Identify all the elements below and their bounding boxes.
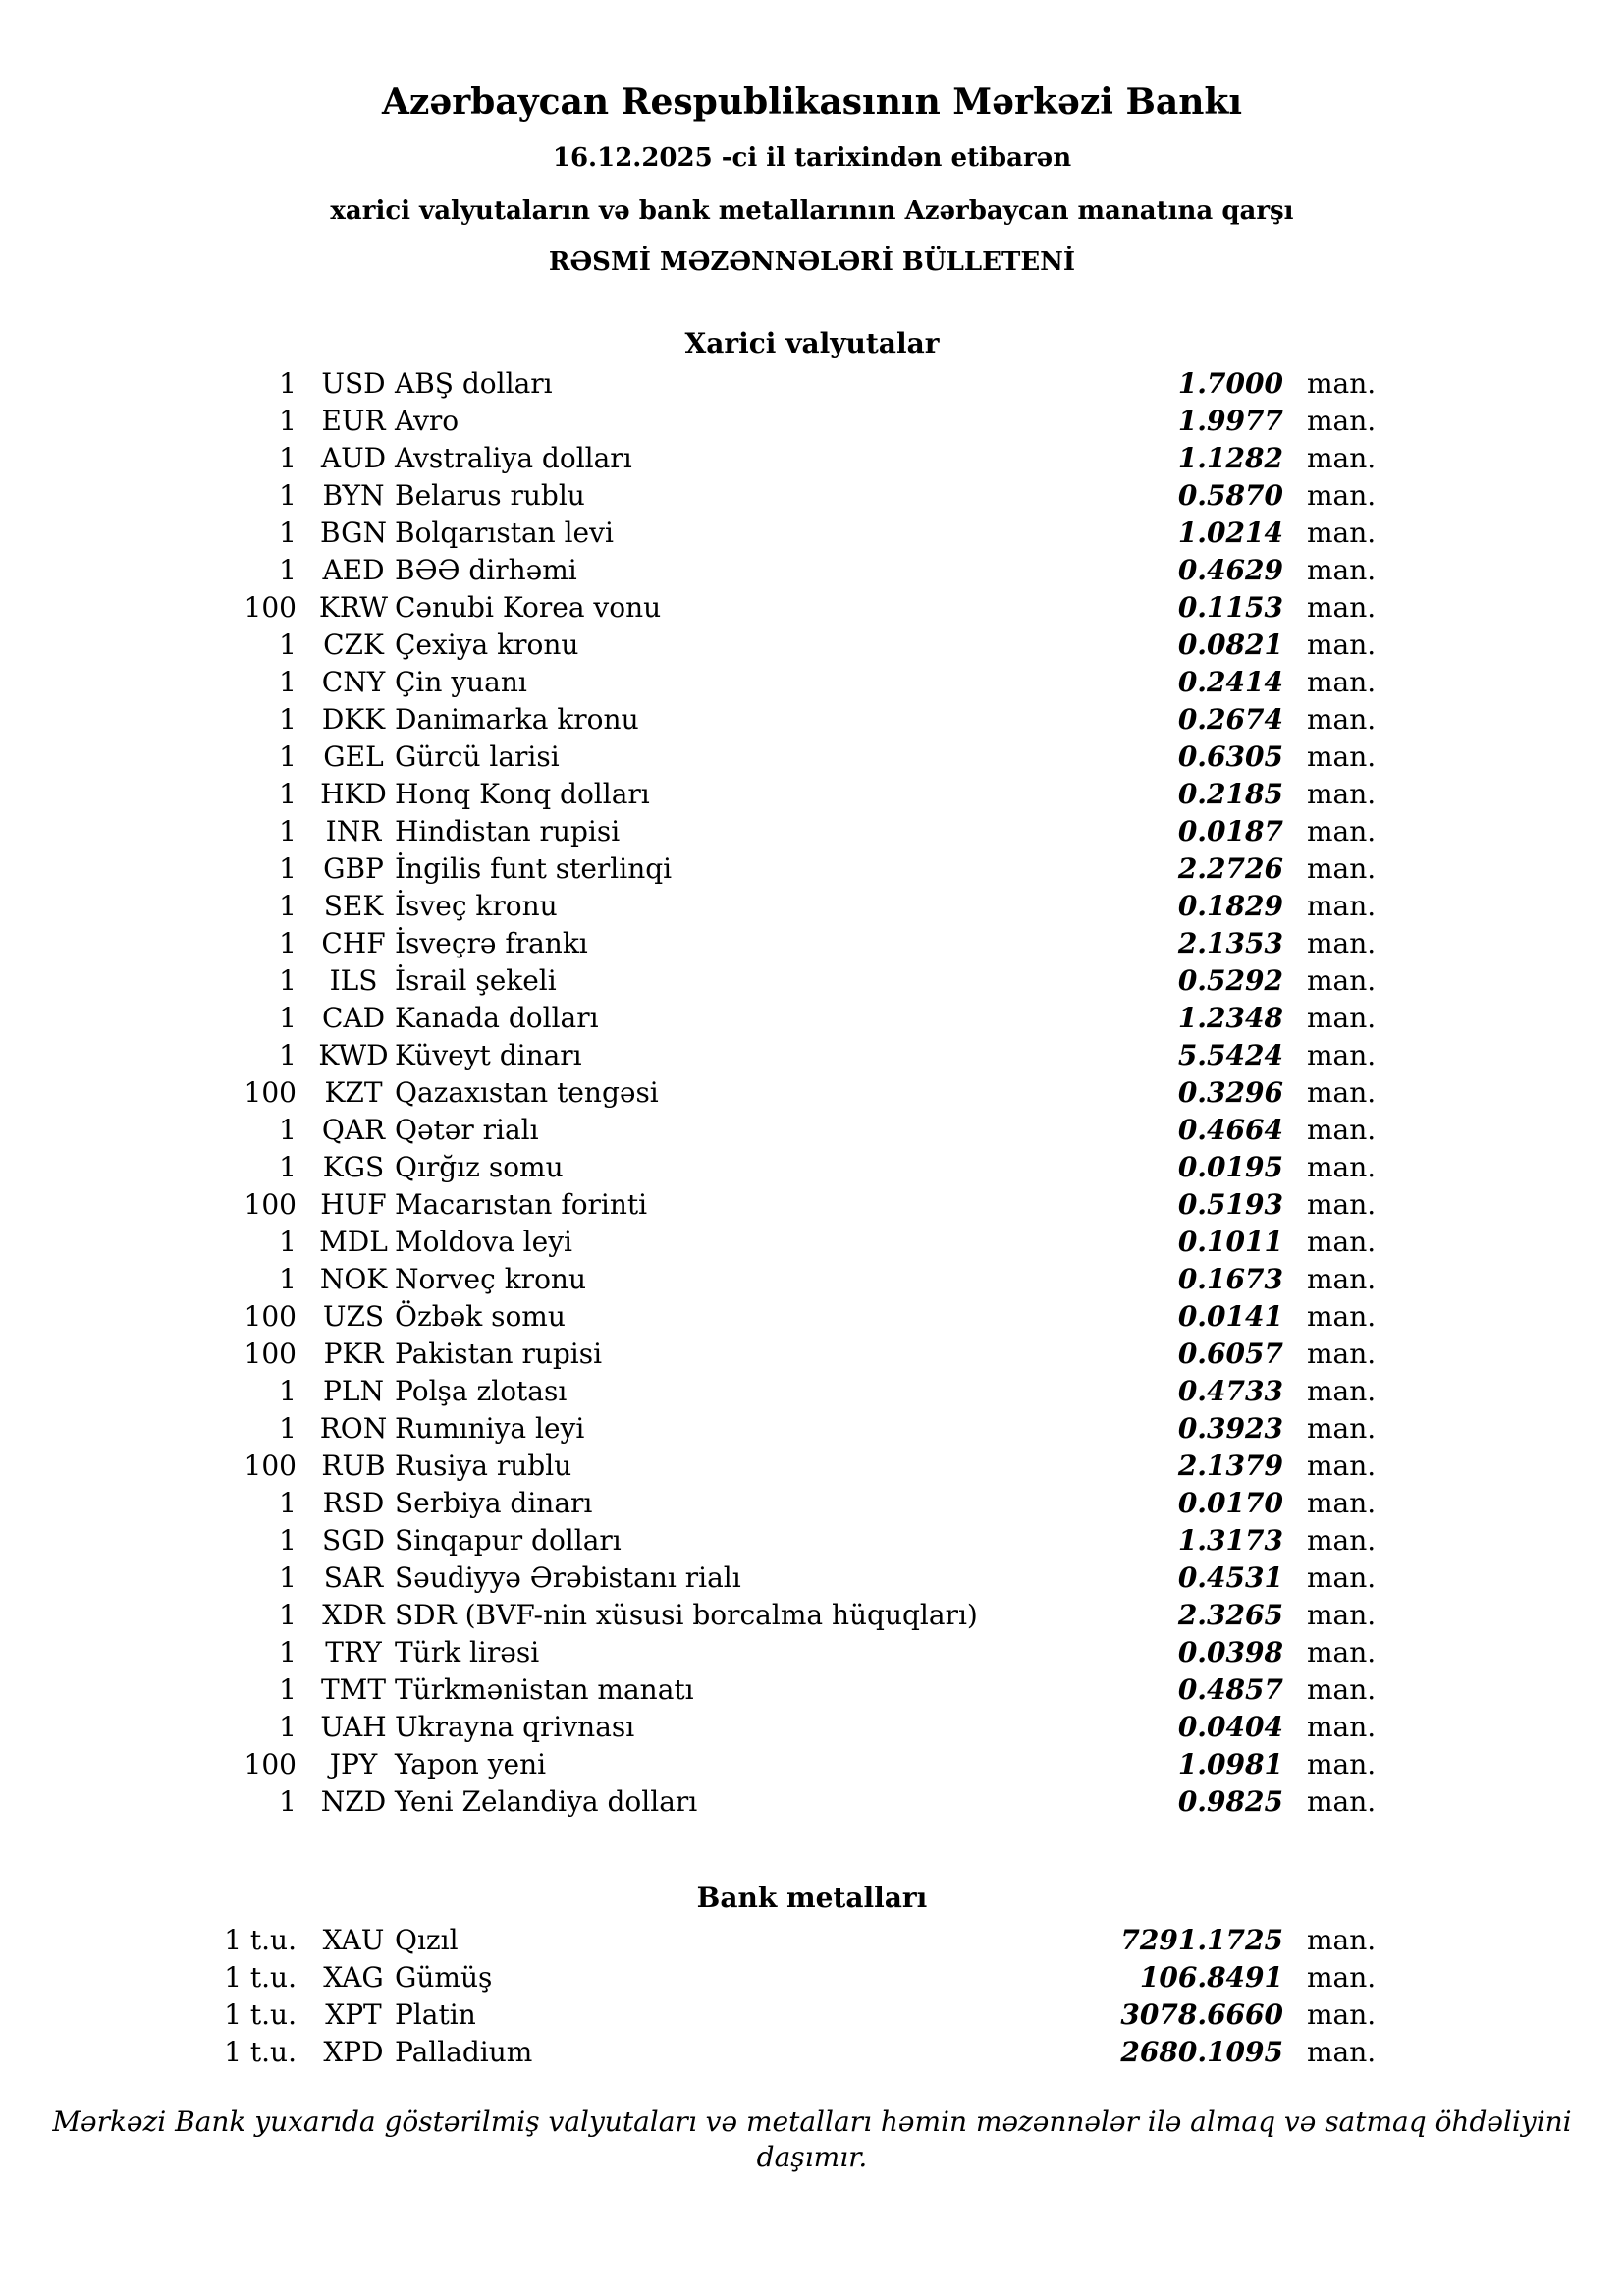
row-quantity: 1 — [279, 666, 297, 698]
row-unit: man. — [1307, 1998, 1377, 2031]
row-quantity: 1 — [279, 367, 297, 400]
row-currency-code: CNY — [321, 666, 386, 698]
row-quantity: 1 — [279, 1487, 297, 1519]
row-rate: 0.4629 — [1177, 554, 1283, 586]
row-currency-code: NOK — [319, 1263, 388, 1295]
row-currency-name: Türk lirəsi — [395, 1636, 540, 1668]
row-quantity: 1 — [279, 1263, 297, 1295]
row-unit: man. — [1307, 1924, 1377, 1956]
row-currency-name: Gürcü larisi — [395, 740, 560, 773]
row-currency-name: Belarus rublu — [395, 479, 585, 512]
row-currency-code: AED — [322, 554, 385, 586]
row-currency-code: CHF — [321, 927, 386, 959]
row-rate: 0.0187 — [1177, 815, 1283, 847]
row-unit: man. — [1307, 778, 1377, 810]
row-unit: man. — [1307, 1711, 1377, 1743]
row-rate: 5.5424 — [1177, 1039, 1283, 1071]
row-currency-code: RON — [319, 1412, 388, 1445]
row-rate: 2.2726 — [1177, 852, 1283, 885]
table-row-XPT — [0, 1996, 1624, 2034]
row-rate: 1.7000 — [1177, 367, 1283, 400]
table-row-XAG — [0, 1959, 1624, 1996]
row-unit: man. — [1307, 442, 1377, 474]
row-rate: 1.9977 — [1177, 405, 1283, 437]
row-quantity: 1 — [279, 927, 297, 959]
row-unit: man. — [1307, 1412, 1377, 1445]
row-currency-code: MDL — [319, 1226, 388, 1258]
row-quantity: 1 — [279, 740, 297, 773]
table-row-QAR — [0, 1112, 1624, 1149]
row-unit: man. — [1307, 815, 1377, 847]
row-currency-code: XAU — [322, 1924, 385, 1956]
row-unit: man. — [1307, 1599, 1377, 1631]
row-currency-name: Avro — [395, 405, 460, 437]
row-currency-name: Çin yuanı — [395, 666, 527, 698]
row-unit: man. — [1307, 405, 1377, 437]
row-rate: 1.0214 — [1177, 517, 1283, 549]
row-rate: 0.1011 — [1177, 1226, 1283, 1258]
row-quantity: 1 — [279, 517, 297, 549]
row-quantity: 100 — [244, 1188, 297, 1221]
table-row-CAD — [0, 1000, 1624, 1037]
row-quantity: 1 — [279, 1039, 297, 1071]
row-currency-name: İsveç kronu — [395, 890, 558, 922]
table-row-NZD — [0, 1783, 1624, 1821]
table-row-UZS — [0, 1298, 1624, 1336]
row-quantity: 1 — [279, 479, 297, 512]
row-quantity: 100 — [244, 591, 297, 624]
row-rate: 0.3296 — [1177, 1076, 1283, 1109]
row-unit: man. — [1307, 1188, 1377, 1221]
row-currency-name: Rusiya rublu — [395, 1449, 572, 1482]
table-row-AUD — [0, 440, 1624, 477]
row-currency-name: Ukrayna qrivnası — [395, 1711, 635, 1743]
row-rate: 106.8491 — [1139, 1961, 1283, 1994]
table-row-INR — [0, 813, 1624, 850]
row-currency-code: RUB — [321, 1449, 386, 1482]
row-currency-name: Danimarka kronu — [395, 703, 639, 736]
row-quantity: 1 — [279, 890, 297, 922]
table-row-XDR — [0, 1597, 1624, 1634]
row-quantity: 1 — [279, 703, 297, 736]
table-row-BGN — [0, 515, 1624, 552]
row-currency-name: Avstraliya dolları — [395, 442, 632, 474]
table-row-PKR — [0, 1336, 1624, 1373]
row-currency-name: Qırğız somu — [395, 1151, 564, 1183]
row-rate: 0.6305 — [1177, 740, 1283, 773]
table-row-GEL — [0, 738, 1624, 776]
row-rate: 0.9825 — [1177, 1785, 1283, 1818]
row-quantity: 1 — [279, 1636, 297, 1668]
row-rate: 0.4733 — [1177, 1375, 1283, 1407]
row-unit: man. — [1307, 1673, 1377, 1706]
row-currency-code: CAD — [321, 1002, 386, 1034]
row-unit: man. — [1307, 1785, 1377, 1818]
row-currency-code: USD — [321, 367, 386, 400]
bulletin-title: RƏSMİ MƏZƏNNƏLƏRİ BÜLLETENİ — [548, 247, 1076, 277]
row-quantity: 1 — [279, 1151, 297, 1183]
row-currency-code: AUD — [320, 442, 387, 474]
row-rate: 1.2348 — [1177, 1002, 1283, 1034]
row-rate: 2680.1095 — [1120, 2036, 1283, 2068]
table-row-XAU — [0, 1922, 1624, 1959]
row-currency-name: Qazaxıstan tengəsi — [395, 1076, 659, 1109]
row-currency-name: İsveçrə frankı — [395, 927, 588, 959]
row-currency-name: BƏƏ dirhəmi — [395, 554, 577, 586]
row-rate: 0.5292 — [1177, 964, 1283, 997]
row-quantity: 100 — [244, 1300, 297, 1333]
row-unit: man. — [1307, 2036, 1377, 2068]
row-quantity: 1 t.u. — [224, 1924, 297, 1956]
row-currency-code: KZT — [324, 1076, 383, 1109]
row-currency-name: Bolqarıstan levi — [395, 517, 614, 549]
row-currency-name: İsrail şekeli — [395, 964, 557, 997]
row-unit: man. — [1307, 1524, 1377, 1557]
row-currency-code: NZD — [320, 1785, 387, 1818]
row-unit: man. — [1307, 1300, 1377, 1333]
row-unit: man. — [1307, 1561, 1377, 1594]
table-row-RSD — [0, 1485, 1624, 1522]
row-unit: man. — [1307, 703, 1377, 736]
row-rate: 0.2414 — [1177, 666, 1283, 698]
row-currency-code: SEK — [323, 890, 384, 922]
row-currency-name: Palladium — [395, 2036, 533, 2068]
row-rate: 0.2185 — [1177, 778, 1283, 810]
row-rate: 0.4857 — [1177, 1673, 1283, 1706]
row-unit: man. — [1307, 666, 1377, 698]
table-row-CNY — [0, 664, 1624, 701]
row-quantity: 1 — [279, 852, 297, 885]
table-row-DKK — [0, 701, 1624, 738]
row-unit: man. — [1307, 1748, 1377, 1780]
row-quantity: 1 — [279, 554, 297, 586]
row-quantity: 100 — [244, 1338, 297, 1370]
row-currency-name: Serbiya dinarı — [395, 1487, 593, 1519]
row-rate: 0.6057 — [1177, 1338, 1283, 1370]
row-currency-code: INR — [325, 815, 382, 847]
row-rate: 0.1153 — [1177, 591, 1283, 624]
row-currency-name: Türkmənistan manatı — [395, 1673, 694, 1706]
table-row-SAR — [0, 1559, 1624, 1597]
row-rate: 2.1353 — [1177, 927, 1283, 959]
row-currency-code: JPY — [329, 1748, 378, 1780]
row-currency-code: KGS — [322, 1151, 385, 1183]
row-unit: man. — [1307, 740, 1377, 773]
row-currency-code: ILS — [329, 964, 378, 997]
row-currency-name: Norveç kronu — [395, 1263, 586, 1295]
row-currency-code: XAG — [323, 1961, 384, 1994]
section-title-foreign-currencies: Xarici valyutalar — [684, 327, 940, 359]
row-quantity: 1 — [279, 1599, 297, 1631]
row-currency-code: TMT — [320, 1673, 387, 1706]
row-rate: 0.0195 — [1177, 1151, 1283, 1183]
row-currency-code: PLN — [323, 1375, 384, 1407]
currency-table — [0, 365, 1624, 1821]
row-quantity: 1 — [279, 1226, 297, 1258]
row-currency-name: İngilis funt sterlinqi — [395, 852, 673, 885]
table-row-MDL — [0, 1224, 1624, 1261]
row-currency-name: Qətər rialı — [395, 1114, 539, 1146]
row-currency-name: Sinqapur dolları — [395, 1524, 622, 1557]
row-currency-name: Yeni Zelandiya dolları — [395, 1785, 698, 1818]
row-currency-code: HKD — [320, 778, 387, 810]
row-rate: 0.0398 — [1177, 1636, 1283, 1668]
row-unit: man. — [1307, 1076, 1377, 1109]
row-quantity: 1 — [279, 1785, 297, 1818]
table-row-NOK — [0, 1261, 1624, 1298]
row-unit: man. — [1307, 1338, 1377, 1370]
table-row-EUR — [0, 403, 1624, 440]
row-quantity: 1 t.u. — [224, 2036, 297, 2068]
row-currency-name: Kanada dolları — [395, 1002, 599, 1034]
table-row-AED — [0, 552, 1624, 589]
row-unit: man. — [1307, 629, 1377, 661]
row-unit: man. — [1307, 964, 1377, 997]
row-currency-name: Honq Konq dolları — [395, 778, 650, 810]
row-currency-name: SDR (BVF-nin xüsusi borcalma hüquqları) — [395, 1599, 978, 1631]
table-row-KGS — [0, 1149, 1624, 1186]
row-rate: 0.5870 — [1177, 479, 1283, 512]
table-row-KZT — [0, 1074, 1624, 1112]
row-quantity: 1 — [279, 1114, 297, 1146]
row-quantity: 1 — [279, 1412, 297, 1445]
row-currency-code: QAR — [321, 1114, 386, 1146]
row-currency-name: Platin — [395, 1998, 476, 2031]
row-currency-name: ABŞ dolları — [395, 367, 553, 400]
row-currency-code: DKK — [321, 703, 386, 736]
row-quantity: 1 — [279, 1524, 297, 1557]
row-unit: man. — [1307, 1114, 1377, 1146]
row-rate: 1.1282 — [1177, 442, 1283, 474]
row-currency-code: PKR — [323, 1338, 384, 1370]
table-row-KWD — [0, 1037, 1624, 1074]
row-quantity: 1 — [279, 1561, 297, 1594]
row-currency-name: Pakistan rupisi — [395, 1338, 603, 1370]
row-currency-code: SAR — [323, 1561, 384, 1594]
row-quantity: 1 t.u. — [224, 1998, 297, 2031]
table-row-USD — [0, 365, 1624, 403]
row-rate: 0.5193 — [1177, 1188, 1283, 1221]
row-currency-name: Rumıniya leyi — [395, 1412, 585, 1445]
row-currency-code: BGN — [320, 517, 387, 549]
row-unit: man. — [1307, 367, 1377, 400]
table-row-HKD — [0, 776, 1624, 813]
row-unit: man. — [1307, 852, 1377, 885]
row-rate: 0.0404 — [1177, 1711, 1283, 1743]
row-currency-code: HUF — [320, 1188, 387, 1221]
row-quantity: 100 — [244, 1748, 297, 1780]
row-currency-code: GEL — [323, 740, 384, 773]
row-currency-code: UZS — [322, 1300, 385, 1333]
table-row-CHF — [0, 925, 1624, 962]
effective-date-line: 16.12.2025 -ci il tarixindən etibarən — [552, 143, 1072, 173]
row-rate: 0.3923 — [1177, 1412, 1283, 1445]
row-quantity: 1 — [279, 778, 297, 810]
row-unit: man. — [1307, 927, 1377, 959]
row-rate: 0.1673 — [1177, 1263, 1283, 1295]
row-unit: man. — [1307, 1487, 1377, 1519]
row-unit: man. — [1307, 479, 1377, 512]
section-bank-metals — [0, 1884, 1624, 2071]
row-unit: man. — [1307, 1449, 1377, 1482]
row-unit: man. — [1307, 554, 1377, 586]
table-row-PLN — [0, 1373, 1624, 1410]
row-currency-name: Çexiya kronu — [395, 629, 579, 661]
row-quantity: 100 — [244, 1449, 297, 1482]
table-row-BYN — [0, 477, 1624, 515]
row-currency-name: Küveyt dinarı — [395, 1039, 582, 1071]
bank-name-title: Azərbaycan Respublikasının Mərkəzi Bankı — [381, 82, 1243, 123]
row-quantity: 1 — [279, 1673, 297, 1706]
row-currency-code: KRW — [318, 591, 389, 624]
table-row-RUB — [0, 1448, 1624, 1485]
row-quantity: 1 — [279, 815, 297, 847]
row-quantity: 1 t.u. — [224, 1961, 297, 1994]
row-quantity: 1 — [279, 629, 297, 661]
footer-obligation-note: Mərkəzi Bank yuxarıda göstərilmiş valyutaları və metalları həmin məzənnələr ilə almaq və satmaq öhdəliyini daşımır. — [52, 2105, 1572, 2173]
row-rate: 0.4531 — [1177, 1561, 1283, 1594]
row-unit: man. — [1307, 1961, 1377, 1994]
row-currency-name: Özbək somu — [395, 1300, 566, 1333]
row-rate: 1.3173 — [1177, 1524, 1283, 1557]
row-unit: man. — [1307, 517, 1377, 549]
row-rate: 3078.6660 — [1120, 1998, 1283, 2031]
table-row-TMT — [0, 1671, 1624, 1709]
row-unit: man. — [1307, 1636, 1377, 1668]
row-unit: man. — [1307, 1226, 1377, 1258]
row-unit: man. — [1307, 1151, 1377, 1183]
row-rate: 0.2674 — [1177, 703, 1283, 736]
row-currency-name: Macarıstan forinti — [395, 1188, 648, 1221]
row-quantity: 1 — [279, 964, 297, 997]
row-rate: 2.3265 — [1177, 1599, 1283, 1631]
row-rate: 7291.1725 — [1120, 1924, 1283, 1956]
row-currency-code: RSD — [322, 1487, 385, 1519]
row-currency-code: UAH — [320, 1711, 387, 1743]
row-currency-code: XPT — [325, 1998, 382, 2031]
table-row-CZK — [0, 627, 1624, 664]
row-currency-code: TRY — [325, 1636, 382, 1668]
row-rate: 2.1379 — [1177, 1449, 1283, 1482]
row-currency-name: Səudiyyə Ərəbistanı rialı — [395, 1561, 741, 1594]
subject-line: xarici valyutaların və bank metallarının Azərbaycan manatına qarşı — [330, 196, 1294, 226]
row-rate: 1.0981 — [1177, 1748, 1283, 1780]
row-quantity: 1 — [279, 405, 297, 437]
row-currency-code: XDR — [322, 1599, 385, 1631]
table-row-ILS — [0, 962, 1624, 1000]
table-row-SGD — [0, 1522, 1624, 1559]
row-currency-code: BYN — [322, 479, 385, 512]
row-currency-code: SGD — [322, 1524, 385, 1557]
section-foreign-currencies — [0, 329, 1624, 1821]
row-rate: 0.0821 — [1177, 629, 1283, 661]
row-unit: man. — [1307, 591, 1377, 624]
table-row-KRW — [0, 589, 1624, 627]
row-unit: man. — [1307, 1002, 1377, 1034]
row-currency-code: CZK — [323, 629, 384, 661]
row-currency-code: EUR — [321, 405, 386, 437]
row-currency-code: XPD — [323, 2036, 384, 2068]
table-row-UAH — [0, 1709, 1624, 1746]
row-unit: man. — [1307, 1039, 1377, 1071]
row-currency-name: Polşa zlotası — [395, 1375, 568, 1407]
table-row-JPY — [0, 1746, 1624, 1783]
row-currency-code: GBP — [323, 852, 384, 885]
row-rate: 0.4664 — [1177, 1114, 1283, 1146]
row-unit: man. — [1307, 1375, 1377, 1407]
table-row-HUF — [0, 1186, 1624, 1224]
row-rate: 0.0170 — [1177, 1487, 1283, 1519]
row-rate: 0.1829 — [1177, 890, 1283, 922]
table-row-GBP — [0, 850, 1624, 888]
metals-table — [0, 1922, 1624, 2071]
row-currency-name: Cənubi Korea vonu — [395, 591, 662, 624]
row-quantity: 1 — [279, 1375, 297, 1407]
row-quantity: 1 — [279, 442, 297, 474]
row-quantity: 100 — [244, 1076, 297, 1109]
row-currency-name: Qızıl — [395, 1924, 459, 1956]
row-unit: man. — [1307, 1263, 1377, 1295]
table-row-RON — [0, 1410, 1624, 1448]
table-row-SEK — [0, 888, 1624, 925]
row-currency-name: Moldova leyi — [395, 1226, 572, 1258]
row-currency-name: Gümüş — [395, 1961, 493, 1994]
row-currency-name: Hindistan rupisi — [395, 815, 621, 847]
row-currency-name: Yapon yeni — [395, 1748, 547, 1780]
section-title-bank-metals: Bank metalları — [696, 1882, 928, 1914]
table-row-TRY — [0, 1634, 1624, 1671]
table-row-XPD — [0, 2034, 1624, 2071]
row-rate: 0.0141 — [1177, 1300, 1283, 1333]
row-unit: man. — [1307, 890, 1377, 922]
row-currency-code: KWD — [318, 1039, 389, 1071]
row-quantity: 1 — [279, 1002, 297, 1034]
row-quantity: 1 — [279, 1711, 297, 1743]
